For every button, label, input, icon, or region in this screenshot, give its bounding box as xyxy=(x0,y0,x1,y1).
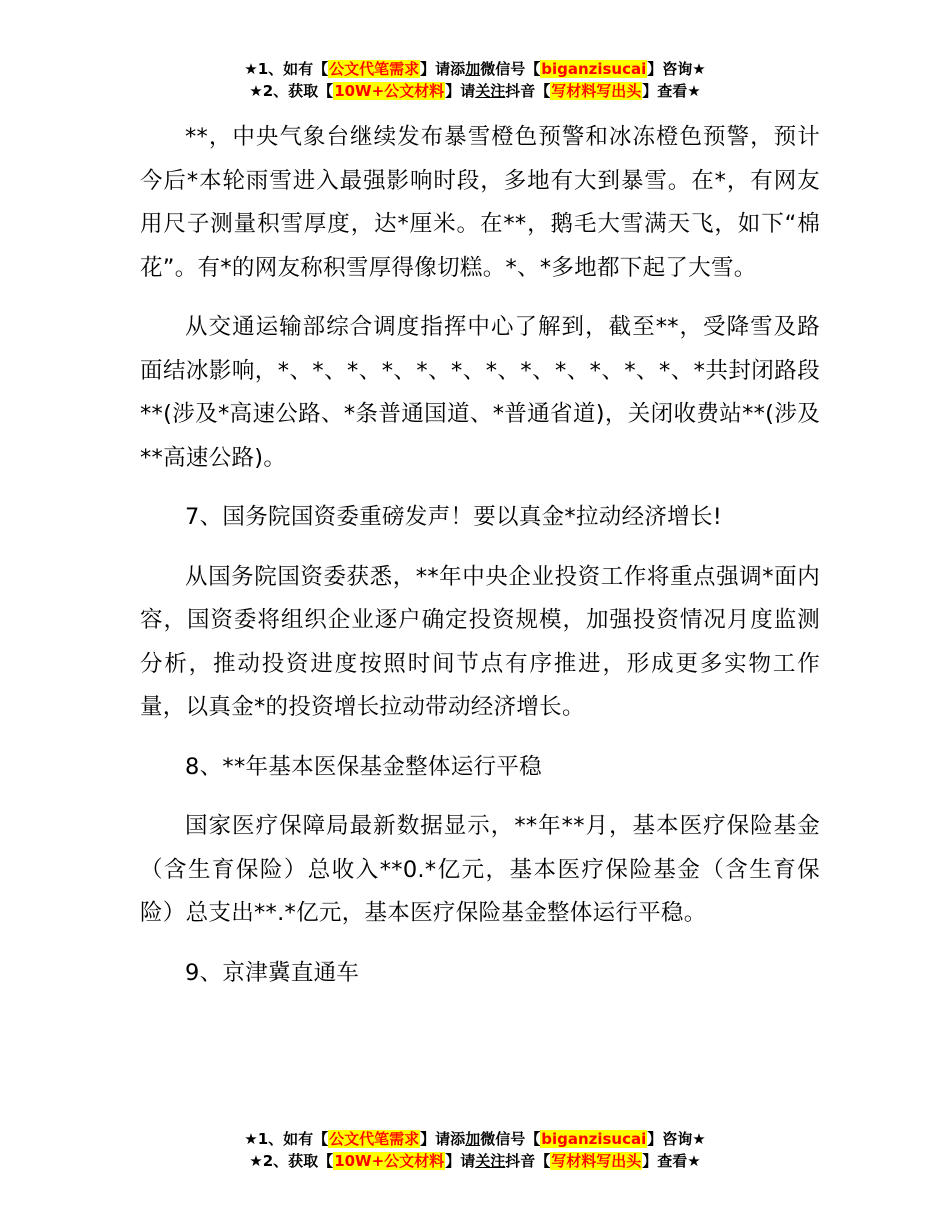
banner-underlined-text: 关注 xyxy=(475,82,506,100)
heading-item-9: 9、京津冀直通车 xyxy=(185,959,360,986)
paragraph-medical-insurance: 国家医疗保障局最新数据显示，**年**月，基本医疗保险基金（含生育保险）总收入**0.*亿元，基本医疗保险基金（含生育保险）总支出**.*亿元，基本医疗保险基金整体运行平稳。 xyxy=(140,813,820,926)
paragraph-snow-warning: **，中央气象台继续发布暴雪橙色预警和冰冻橙色预警，预计今后*本轮雨雪进入最强影响时段，多地有大到暴雪。在*，有网友用尺子测量积雪厚度，达*厘米。在**，鹅毛大雪满天飞，如下“棉花”。有*的网友称积雪厚得像切糕。*、*多地都下起了大雪。 xyxy=(140,124,820,281)
banner-text: 微信号【 xyxy=(480,60,541,78)
banner-text: ★1、如有【 xyxy=(244,60,329,78)
banner-text: 】咨询★ xyxy=(647,1130,706,1148)
banner-line-1 xyxy=(0,1128,950,1150)
banner-text: 微信号【 xyxy=(480,1130,541,1148)
banner-text: ★2、获取【 xyxy=(249,1152,334,1170)
banner-line-2 xyxy=(0,1150,950,1172)
highlight-materials: 10W+公文材料 xyxy=(334,1152,445,1170)
banner-text: ★2、获取【 xyxy=(249,82,334,100)
paragraph-sasac-investment: 从国务院国资委获悉，**年中央企业投资工作将重点强调*面内容，国资委将组织企业逐户确定投资规模，加强投资情况月度监测分析，推动投资进度按照时间节点有序推进，形成更多实物工作量，以真金*的投资增长拉动带动经济增长。 xyxy=(140,563,820,720)
highlight-wechat-id: biganzisucai xyxy=(541,60,647,78)
highlight-service: 公文代笔需求 xyxy=(329,60,420,78)
highlight-douyin-account: 写材料写出头 xyxy=(551,82,642,100)
banner-text: 】咨询★ xyxy=(647,60,706,78)
banner-line-2 xyxy=(0,80,950,102)
highlight-materials: 10W+公文材料 xyxy=(334,82,445,100)
banner-text: 】查看★ xyxy=(642,82,701,100)
banner-text: 】请添 xyxy=(420,1130,466,1148)
banner-text: 】查看★ xyxy=(642,1152,701,1170)
heading-item-8: 8、**年基本医保基金整体运行平稳 xyxy=(185,753,542,780)
banner-underlined-text: 加 xyxy=(465,60,481,78)
banner-underlined-text: 关注 xyxy=(475,1152,506,1170)
footer-banner xyxy=(0,1128,950,1172)
header-banner xyxy=(0,58,950,102)
highlight-wechat-id: biganzisucai xyxy=(541,1130,647,1148)
highlight-service: 公文代笔需求 xyxy=(329,1130,420,1148)
banner-text: 】请 xyxy=(445,1152,476,1170)
banner-line-1 xyxy=(0,58,950,80)
banner-underlined-text: 加 xyxy=(465,1130,481,1148)
heading-item-7: 7、国务院国资委重磅发声！要以真金*拉动经济增长! xyxy=(185,504,723,530)
highlight-douyin-account: 写材料写出头 xyxy=(551,1152,642,1170)
banner-text: 】请添 xyxy=(420,60,466,78)
banner-text: 抖音【 xyxy=(505,82,551,100)
document-body xyxy=(140,116,820,1011)
banner-text: 】请 xyxy=(445,82,476,100)
banner-text: ★1、如有【 xyxy=(244,1130,329,1148)
paragraph-road-closures: 从交通运输部综合调度指挥中心了解到，截至**，受降雪及路面结冰影响，*、*、*、*、*、*、*、*、*、*、*、*、*共封闭路段**(涉及*高速公路、*条普通国道、*普通省道)，关闭收费站**(涉及**高速公路)。 xyxy=(140,314,820,471)
banner-text: 抖音【 xyxy=(505,1152,551,1170)
